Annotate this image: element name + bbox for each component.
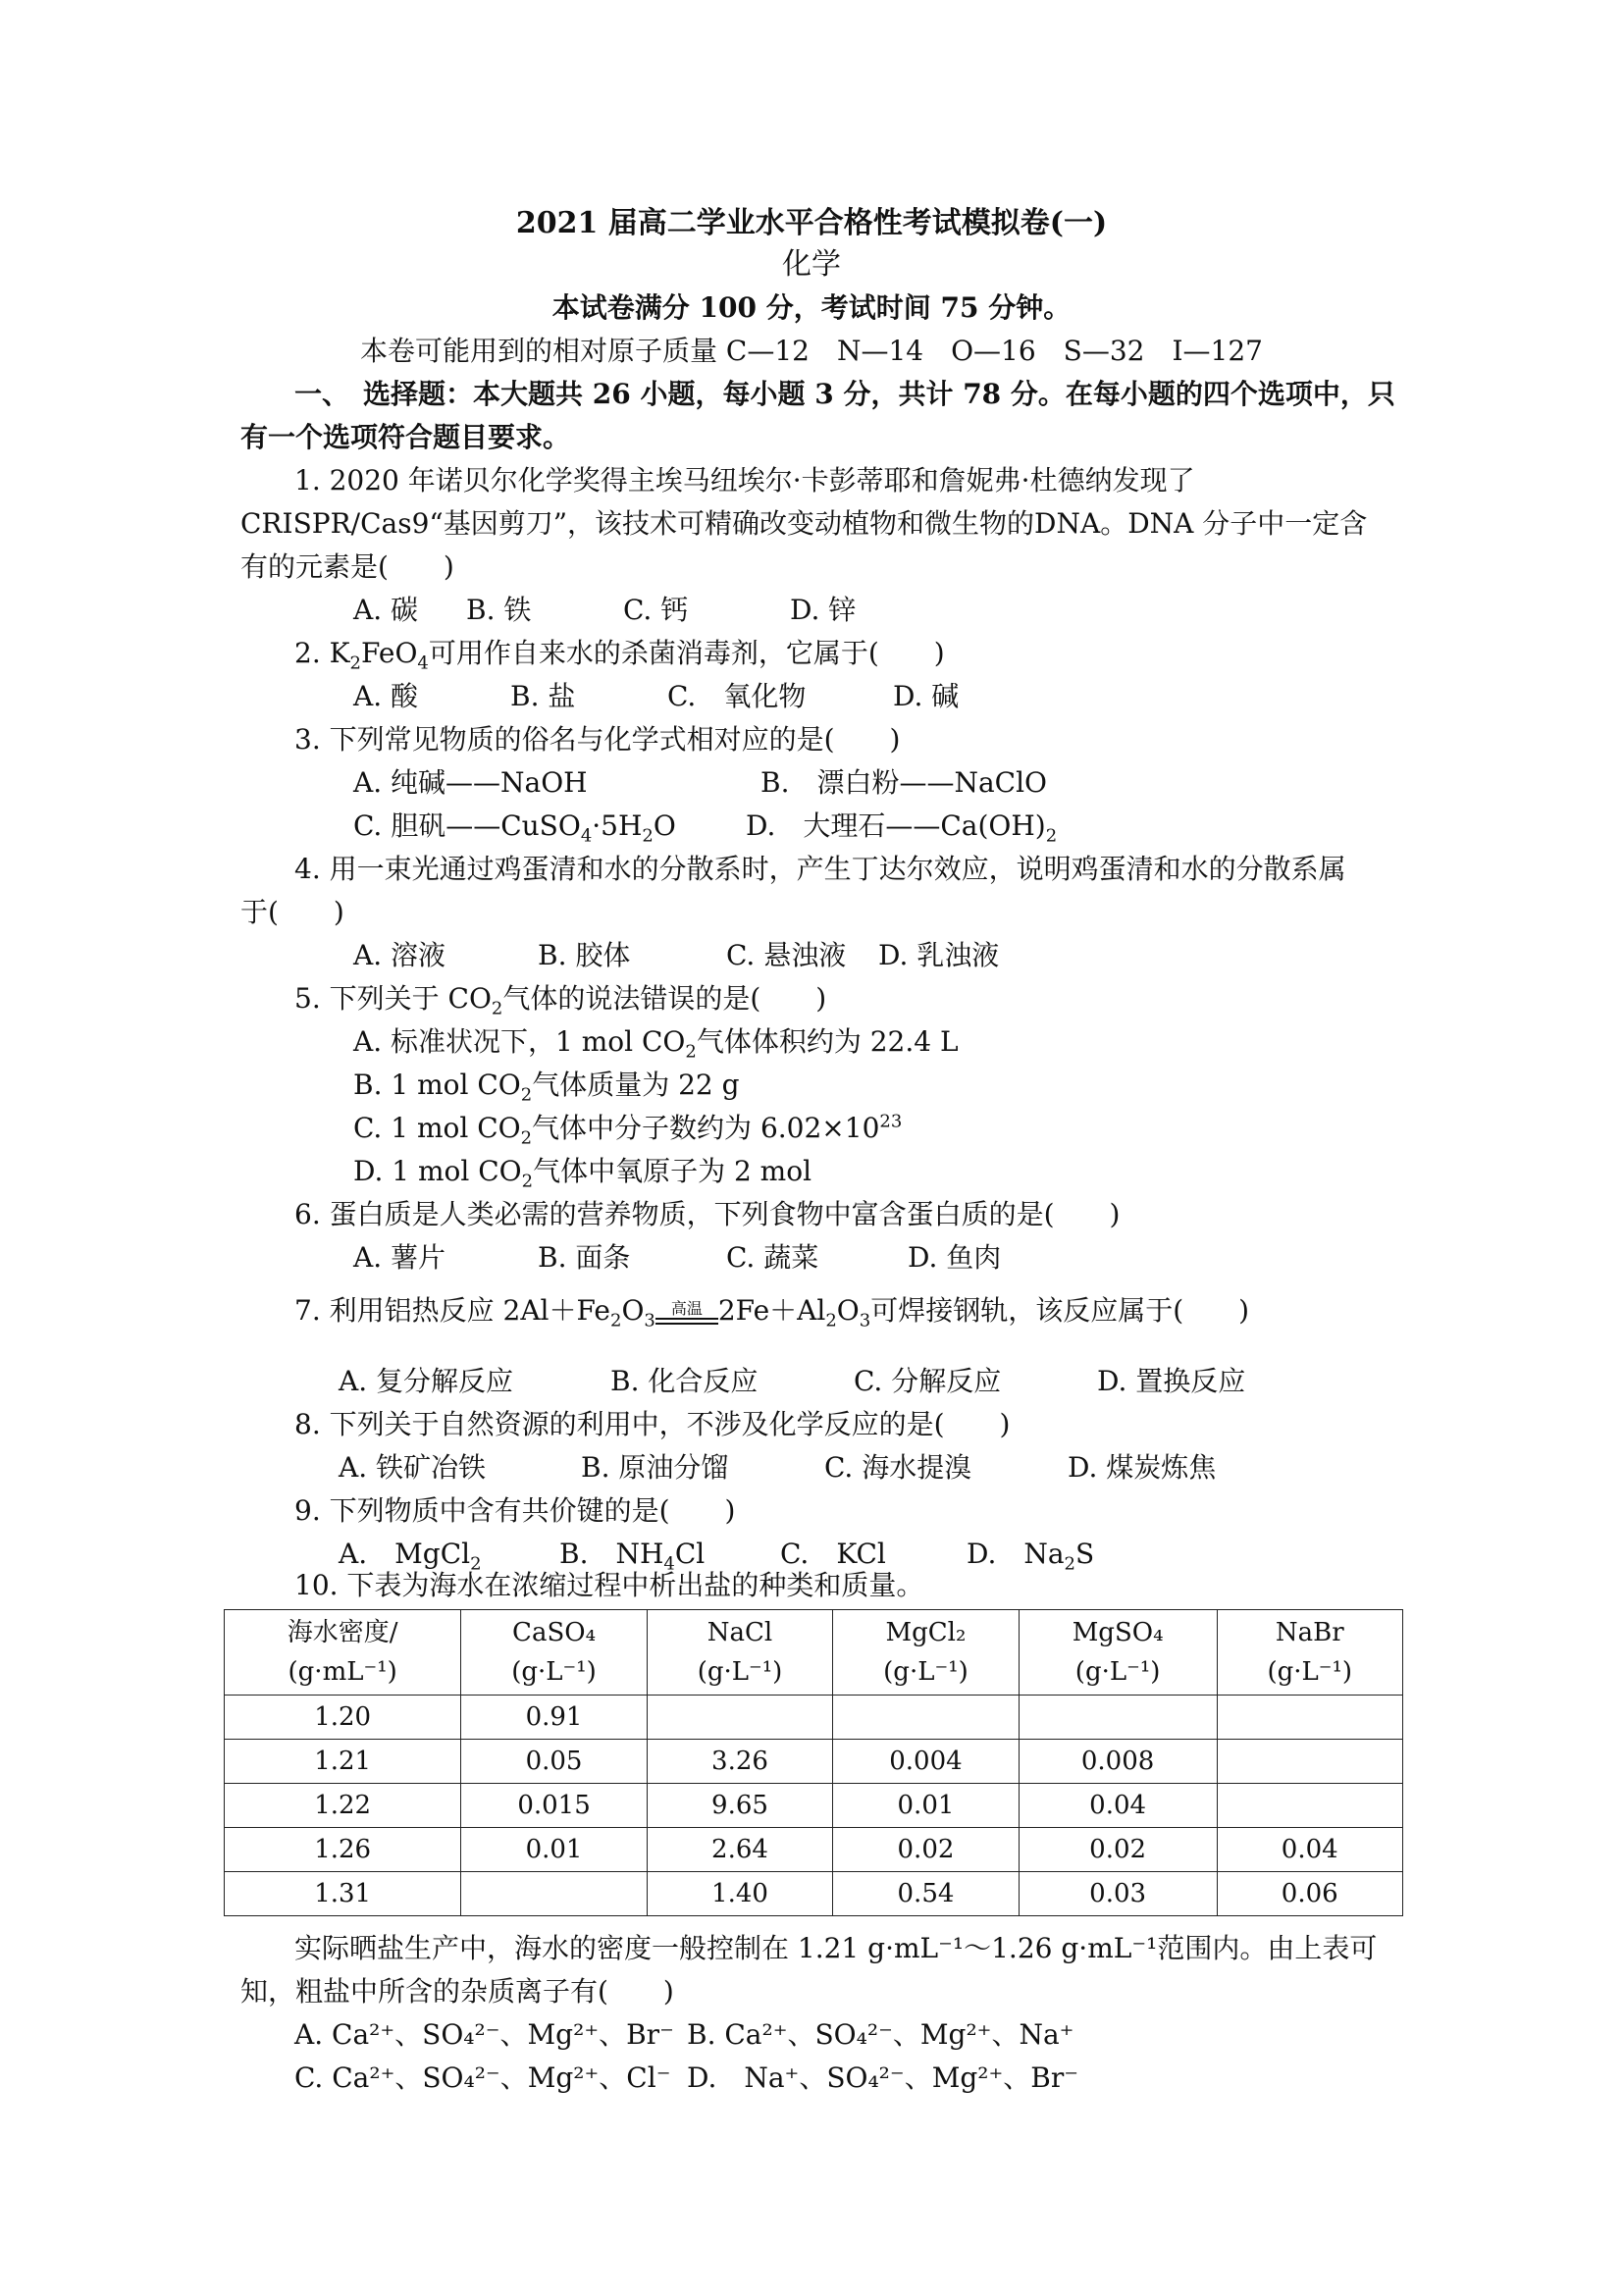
table-cell [833,1696,1019,1740]
q4-line1: 4. 用一束光通过鸡蛋清和水的分散系时，产生丁达尔效应，说明鸡蛋清和水的分散系属 [294,853,1346,885]
table-cell [647,1696,832,1740]
q9-option-a: A. MgCl$_2$ [339,1538,482,1575]
table-cell: 0.04 [1217,1828,1403,1872]
q10-option-d: D. Na⁺、SO₄²⁻、Mg²⁺、Br⁻ [687,2061,1079,2094]
q6-option-a: A. 薯片 [353,1241,446,1274]
q2-option-d: D. 碱 [893,680,960,712]
table-cell: 1.40 [647,1872,832,1916]
q8-option-a: A. 铁矿冶铁 [339,1451,487,1484]
q2-option-c: C. 氧化物 [667,680,807,712]
table-cell: 3.26 [647,1740,832,1784]
table-cell: 1.26 [225,1828,461,1872]
q2-stem: 2. $K_2FeO_4$可用作自来水的杀菌消毒剂，它属于( ) [294,637,945,674]
q1-option-d: D. 锌 [790,594,857,626]
table-cell: 0.015 [461,1784,647,1828]
table-header-row [225,1610,1403,1696]
q1-line3: 有的元素是( ) [240,550,454,583]
q6-option-d: D. 鱼肉 [908,1241,1002,1274]
q4-option-b: B. 胶体 [538,939,631,971]
q7-option-d: D. 置换反应 [1097,1365,1246,1397]
q2-option-b: B. 盐 [510,680,576,712]
q3-option-b: B. 漂白粉——NaClO [760,766,1048,799]
q10-option-c: C. Ca²⁺、SO₄²⁻、Mg²⁺、Cl⁻ [294,2061,671,2094]
table-cell: 0.03 [1019,1872,1217,1916]
table-cell [1217,1696,1403,1740]
table-row [225,1872,1403,1916]
q10-option-a: A. Ca²⁺、SO₄²⁻、Mg²⁺、Br⁻ [294,2018,674,2051]
subject-title: 化学 [782,247,841,282]
q8-option-d: D. 煤炭炼焦 [1068,1451,1217,1484]
q6-option-c: C. 蔬菜 [726,1241,819,1274]
q8-option-b: B. 原油分馏 [581,1451,729,1484]
table-header-mgcl2: MgCl₂ (g·L⁻¹) [833,1610,1019,1696]
table-cell: 0.04 [1019,1784,1217,1828]
table-header-mgso4: MgSO₄ (g·L⁻¹) [1019,1610,1217,1696]
q4-option-c: C. 悬浊液 [726,939,847,971]
q3-option-d: D. 大理石$——Ca(OH)_2$ [746,809,1058,847]
q9-option-d: D. $Na_2S$ [967,1538,1095,1575]
q1-line2: CRISPR/Cas9“基因剪刀”，该技术可精确改变动植物和微生物的DNA。DNA 分子中一定含 [240,507,1368,540]
q5-option-c: C. 1 mol $CO_2$气体中分子数约为 $6.02\times 10^{23}$ [353,1111,903,1149]
table-cell: 0.06 [1217,1872,1403,1916]
q6-stem: 6. 蛋白质是人类必需的营养物质，下列食物中富含蛋白质的是( ) [294,1198,1121,1230]
q4-option-a: A. 溶液 [353,939,446,971]
q4-option-d: D. 乳浊液 [878,939,1000,971]
table-cell [1217,1740,1403,1784]
table-cell: 2.64 [647,1828,832,1872]
q1-option-c: C. 钙 [623,594,689,626]
table-cell [461,1872,647,1916]
q5-option-b: B. 1 mol $CO_2$气体质量为 22 g [353,1069,740,1106]
q8-option-c: C. 海水提溴 [824,1451,972,1484]
q8-stem: 8. 下列关于自然资源的利用中，不涉及化学反应的是( ) [294,1408,1011,1440]
q9-stem: 9. 下列物质中含有共价键的是( ) [294,1494,736,1527]
table-header-nabr: NaBr (g·L⁻¹) [1217,1610,1403,1696]
q7-option-b: B. 化合反应 [610,1365,759,1397]
table-cell: 0.02 [833,1828,1019,1872]
table-cell: 1.22 [225,1784,461,1828]
table-cell: 1.21 [225,1740,461,1784]
q7-option-a: A. 复分解反应 [339,1365,514,1397]
table-cell: 0.05 [461,1740,647,1784]
table-header-caso4: CaSO₄ (g·L⁻¹) [461,1610,647,1696]
q1-line1: 1. 2020 年诺贝尔化学奖得主埃马纽埃尔·卡彭蒂耶和詹妮弗·杜德纳发现了 [294,464,1195,496]
q2-option-a: A. 酸 [353,680,419,712]
q3-option-c: C. 胆矾$——CuSO_4\cdot 5H_2O$ [353,809,676,847]
exam-title: 2021 届高二学业水平合格性考试模拟卷(一) [515,206,1108,240]
table-row [225,1784,1403,1828]
table-cell: 1.31 [225,1872,461,1916]
table-cell: 0.01 [833,1784,1019,1828]
section-heading-cont: 有一个选项符合题目要求。 [240,421,571,453]
q10-after-line2: 知，粗盐中所含的杂质离子有( ) [240,1975,674,2008]
table-header-density: 海水密度/ (g·mL⁻¹) [225,1610,461,1696]
q3-option-a: A. 纯碱——NaOH [353,766,588,799]
q7-stem: 7. 利用铝热反应 $2Al+Fe_2O_3$ 高温 $2Fe+Al_2O_3$可焊接钢轨，该反应属于( ) [294,1294,1250,1331]
table-cell: 9.65 [647,1784,832,1828]
q10-after-line1: 实际晒盐生产中，海水的密度一般控制在 1.21 g·mL⁻¹～1.26 g·mL⁻¹范围内。由上表可 [294,1932,1378,1964]
table-header-nacl: NaCl (g·L⁻¹) [647,1610,832,1696]
table-row [225,1828,1403,1872]
table-cell: 0.01 [461,1828,647,1872]
exam-info: 本试卷满分 100 分，考试时间 75 分钟。 [551,291,1072,324]
q7-option-c: C. 分解反应 [854,1365,1002,1397]
table-cell: 1.20 [225,1696,461,1740]
table-row [225,1740,1403,1784]
q10-option-b: B. Ca²⁺、SO₄²⁻、Mg²⁺、Na⁺ [687,2018,1074,2051]
reaction-arrow: 高温 [655,1300,718,1325]
table-cell [1217,1784,1403,1828]
section-heading: 一、 选择题：本大题共 26 小题，每小题 3 分，共计 78 分。在每小题的四个选项中，只 [294,378,1395,410]
q6-option-b: B. 面条 [538,1241,631,1274]
table-cell: 0.02 [1019,1828,1217,1872]
table-cell: 0.004 [833,1740,1019,1784]
q1-option-b: B. 铁 [466,594,532,626]
q5-stem: 5. 下列关于 $CO_2$气体的说法错误的是( ) [294,982,827,1019]
q9-option-c: C. KCl [780,1538,886,1570]
table-cell: 0.91 [461,1696,647,1740]
q1-option-a: A. 碳 [353,594,419,626]
table-cell: 0.008 [1019,1740,1217,1784]
q3-stem: 3. 下列常见物质的俗名与化学式相对应的是( ) [294,723,901,756]
table-cell [1019,1696,1217,1740]
table-row [225,1696,1403,1740]
table-cell: 0.54 [833,1872,1019,1916]
atomic-masses: 本卷可能用到的相对原子质量 C—12 N—14 O—16 S—32 I—127 [360,335,1263,367]
q9-option-b: B. $NH_4Cl$ [559,1538,706,1575]
q4-line2: 于( ) [240,896,344,928]
seawater-salt-table [224,1609,1403,1916]
q5-option-a: A. 标准状况下，1 mol $CO_2$气体体积约为 22.4 L [353,1025,959,1063]
q10-stem: 10. 下表为海水在浓缩过程中析出盐的种类和质量。 [294,1569,924,1601]
q5-option-d: D. 1 mol $CO_2$气体中氧原子为 2 mol [353,1155,812,1192]
